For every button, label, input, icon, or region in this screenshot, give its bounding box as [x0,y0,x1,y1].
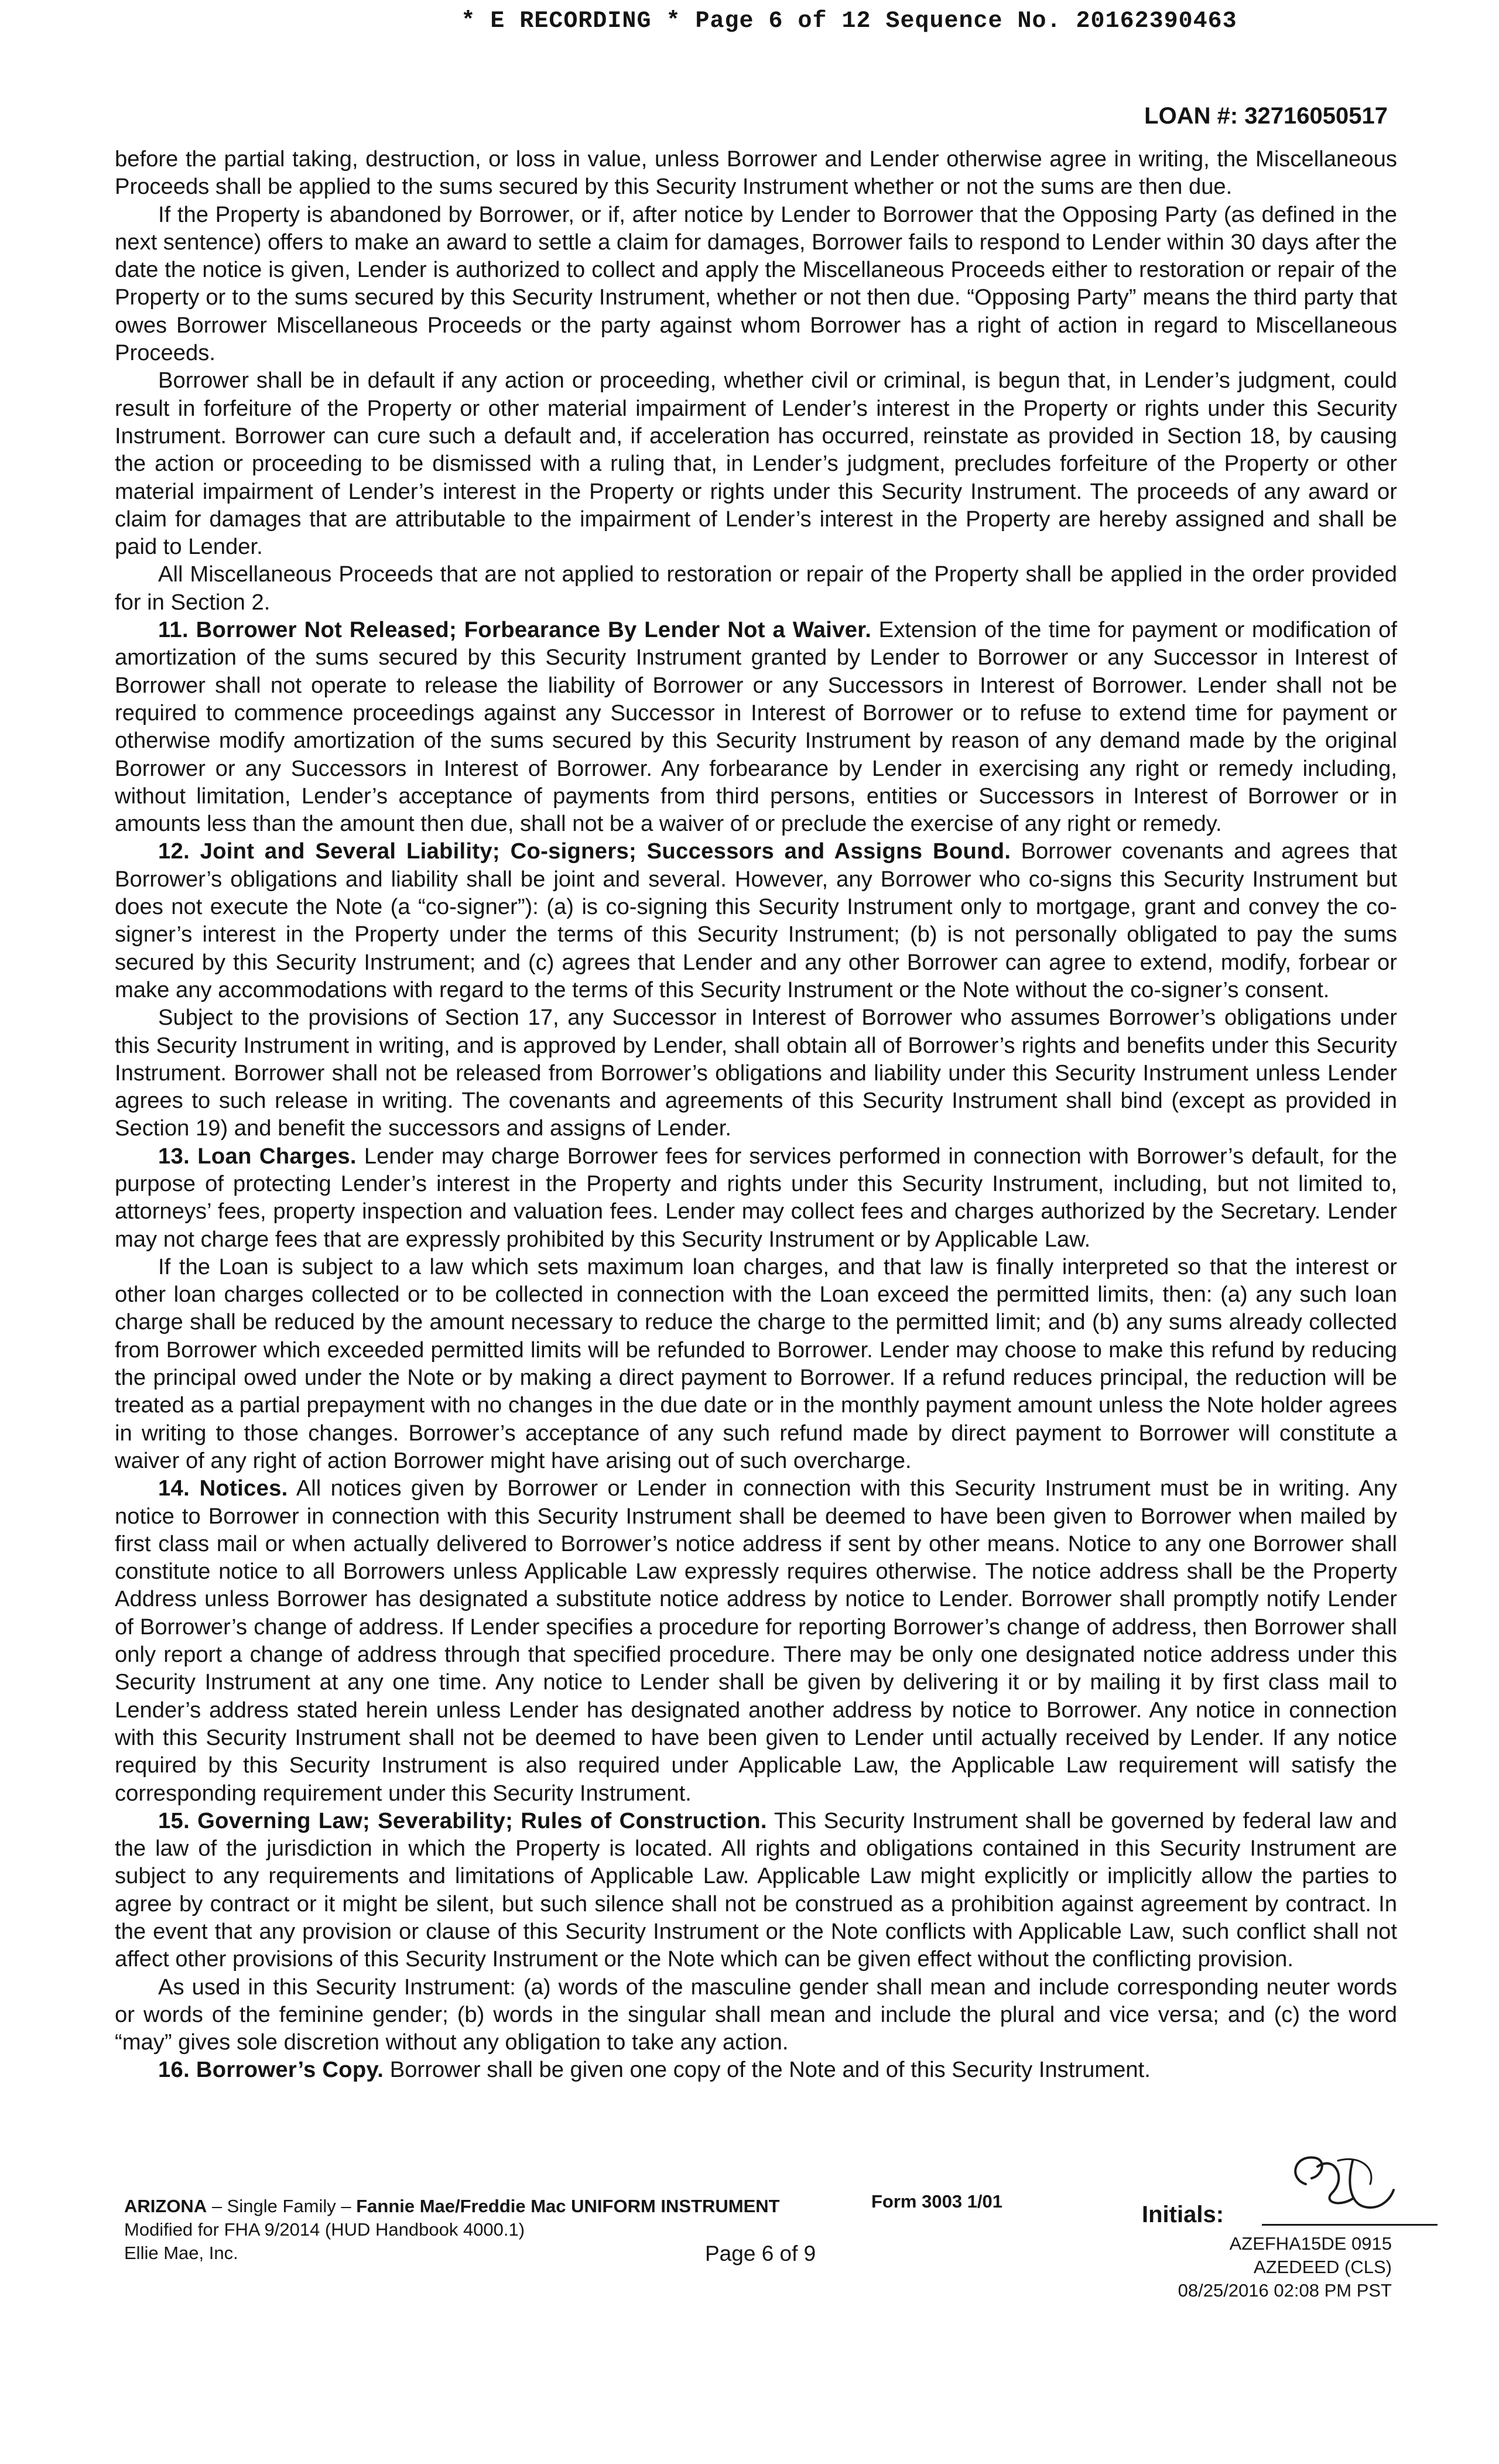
initials-block [1142,2143,1394,2227]
modified-note: Modified for FHA 9/2014 (HUD Handbook 4000.1) [124,2219,525,2240]
section-title: 12. Joint and Several Liability; Co-signers; Successors and Assigns Bound. [158,839,1011,864]
section-16: 16. Borrower’s Copy. Borrower shall be given one copy of the Note and of this Security Instrument. [158,2057,1151,2083]
section-14: 14. Notices. All notices given by Borrower or Lender in connection with this Security Instrument must be in writing. Any notice to Borrower in connection with this Security Instrument shall be deemed to have been given to Borrower when mailed by first class mail or when actually delivered to Borrower’s notice address if sent by other means. Notice to any one Borrower shall constitute notice to all Borrowers unless Applicable Law expressly requires otherwise. The notice address shall be the Property Address unless Borrower has designated a substitute notice address by notice to Lender. Borrower shall promptly notify Lender of Borrower’s change of address. If Lender specifies a procedure for reporting Borrower’s change of address, then Borrower shall only report a change of address through that specified procedure. There may be only one designated notice address under this Security Instrument at any one time. Any notice to Lender shall be given by delivering it or by mailing it by first class mail to Lender’s address stated herein unless Lender has designated another address by notice to Borrower. Any notice in connection with this Security Instrument shall not be deemed to have been given to Lender until actually received by Lender. If any notice required by this Security Instrument is also required under Applicable Law, the Applicable Law requirement will satisfy the corresponding requirement under this Security Instrument. [115,1476,1397,1806]
section-title: 14. Notices. [158,1476,288,1501]
deed-code: AZEDEED (CLS) [1254,2257,1392,2277]
section-12: 12. Joint and Several Liability; Co-signers; Successors and Assigns Bound. Borrower covenants and agrees that Borrower’s obligations and liability shall be joint and several. However, any Borrower who co-signs this Security Instrument but does not execute the Note (a “co-signer”): (a) is co-signing this Security Instrument only to mortgage, grant and convey the co-signer’s interest in the Property under the terms of this Security Instrument; (b) is not personally obligated to pay the sums secured by this Security Instrument; and (c) agrees that Lender and any other Borrower can agree to extend, modify, forbear or make any accommodations with regard to the terms of this Security Instrument or the Note without the co-signer’s consent. [115,839,1397,1002]
company-name: Ellie Mae, Inc. [124,2243,238,2263]
paragraph: All Miscellaneous Proceeds that are not applied to restoration or repair of the Property shall be applied in the order provided for in Section 2. [115,562,1397,615]
section-15: 15. Governing Law; Severability; Rules of Construction. This Security Instrument shall be governed by federal law and the law of the jurisdiction in which the Property is located. All rights and obligations contained in this Security Instrument are subject to any requirements and limitations of Applicable Law. Applicable Law might explicitly or implicitly allow the parties to agree by contract or it might be silent, but such silence shall not be construed as a prohibition against agreement by contract. In the event that any provision or clause of this Security Instrument or the Note conflicts with Applicable Law, such conflict shall not affect other provisions of this Security Instrument or the Note which can be given effect without the conflicting provision. [115,1808,1397,1972]
paragraph: Subject to the provisions of Section 17, any Successor in Interest of Borrower who assumes Borrower’s obligations under this Security Instrument in writing, and is approved by Lender, shall obtain all of Borrower’s rights and benefits under this Security Instrument. Borrower shall not be released from Borrower’s obligations and liability under this Security Instrument unless Lender agrees to such release in writing. The covenants and agreements of this Security Instrument shall bind (except as provided in Section 19) and benefit the successors and assigns of Lender. [115,1005,1397,1141]
paragraph: before the partial taking, destruction, or loss in value, unless Borrower and Lender otherwise agree in writing, the Miscellaneous Proceeds shall be applied to the sums secured by this Security Instrument whether or not the sums are then due. [115,146,1397,200]
document-body [115,145,1397,2084]
paragraph: If the Property is abandoned by Borrower, or if, after notice by Lender to Borrower that the Opposing Party (as defined in the next sentence) offers to make an award to settle a claim for damages, Borrower fails to respond to Lender within 30 days after the date the notice is given, Lender is authorized to collect and apply the Miscellaneous Proceeds either to restoration or repair of the Property or to the sums secured by this Security Instrument, whether or not then due. “Opposing Party” means the third party that owes Borrower Miscellaneous Proceeds or the party against whom Borrower has a right of action in regard to Miscellaneous Proceeds. [115,201,1397,366]
document-code: AZEFHA15DE 0915 [1229,2233,1392,2254]
recording-header: * E RECORDING * Page 6 of 12 Sequence No. 20162390463 [461,8,1237,35]
paragraph: If the Loan is subject to a law which sets maximum loan charges, and that law is finally interpreted so that the interest or other loan charges collected or to be collected in connection with the Loan exceed the permitted limits, then: (a) any such loan charge shall be reduced by the amount necessary to reduce the charge to the permitted limit; and (b) any sums already collected from Borrower which exceeded permitted limits will be refunded to Borrower. Lender may choose to make this refund by reducing the principal owed under the Note or by making a direct payment to Borrower. If a refund reduces principal, the reduction will be treated as a partial prepayment with no changes in the due date or in the monthly payment amount unless the Note holder agrees in writing to those changes. Borrower’s acceptance of any such refund made by direct payment to Borrower will constitute a waiver of any right of action Borrower might have arising out of such overcharge. [115,1254,1397,1473]
footer-form-info [124,2195,780,2265]
section-title: 11. Borrower Not Released; Forbearance By Lender Not a Waiver. [158,617,872,643]
footer-codes [1178,2232,1392,2302]
form-title: ARIZONA – Single Family – Fannie Mae/Freddie Mac UNIFORM INSTRUMENT [124,2196,780,2216]
section-13: 13. Loan Charges. Lender may charge Borrower fees for services performed in connection with Borrower’s default, for the purpose of protecting Lender’s interest in the Property and rights under this Security Instrument, including, but not limited to, attorneys’ fees, property inspection and valuation fees. Lender may collect fees and charges authorized by the Secretary. Lender may not charge fees that are expressly prohibited by this Security Instrument or by Applicable Law. [115,1143,1397,1252]
initials-label: Initials: [1142,2202,1224,2227]
paragraph: As used in this Security Instrument: (a) words of the masculine gender shall mean and include corresponding neuter words or words of the feminine gender; (b) words in the singular shall mean and include the plural and vice versa; and (c) the word “may” gives sole discretion without any obligation to take any action. [115,1974,1397,2055]
loan-number: LOAN #: 32716050517 [1144,103,1388,129]
form-number: Form 3003 1/01 [871,2191,1003,2212]
handwritten-initials [1282,2143,1405,2225]
page-number: Page 6 of 9 [705,2241,816,2265]
paragraph: Borrower shall be in default if any action or proceeding, whether civil or criminal, is begun that, in Lender’s judgment, could result in forfeiture of the Property or other material impairment of Lender’s interest in the Property or rights under this Security Instrument. Borrower can cure such a default and, if acceleration has occurred, reinstate as provided in Section 18, by causing the action or proceeding to be dismissed with a ruling that, in Lender’s judgment, precludes forfeiture of the Property or other material impairment of Lender’s interest in the Property or rights under this Security Instrument. The proceeds of any award or claim for damages that are attributable to the impairment of Lender’s interest in the Property are hereby assigned and shall be paid to Lender. [115,368,1397,560]
section-title: 13. Loan Charges. [158,1143,357,1169]
section-title: 15. Governing Law; Severability; Rules of Construction. [158,1808,767,1833]
section-title: 16. Borrower’s Copy. [158,2057,384,2083]
print-timestamp: 08/25/2016 02:08 PM PST [1178,2280,1392,2301]
initials-line [1262,2224,1438,2226]
section-11: 11. Borrower Not Released; Forbearance By Lender Not a Waiver. Extension of the time for payment or modification of amortization of the sums secured by this Security Instrument granted by Lender to Borrower or any Successor in Interest of Borrower shall not operate to release the liability of Borrower or any Successors in Interest of Borrower. Lender shall not be required to commence proceedings against any Successor in Interest of Borrower or to refuse to extend time for payment or otherwise modify amortization of the sums secured by this Security Instrument by reason of any demand made by the original Borrower or any Successors in Interest of Borrower. Any forbearance by Lender in exercising any right or remedy including, without limitation, Lender’s acceptance of payments from third persons, entities or Successors in Interest of Borrower or in amounts less than the amount then due, shall not be a waiver of or preclude the exercise of any right or remedy. [115,617,1397,837]
